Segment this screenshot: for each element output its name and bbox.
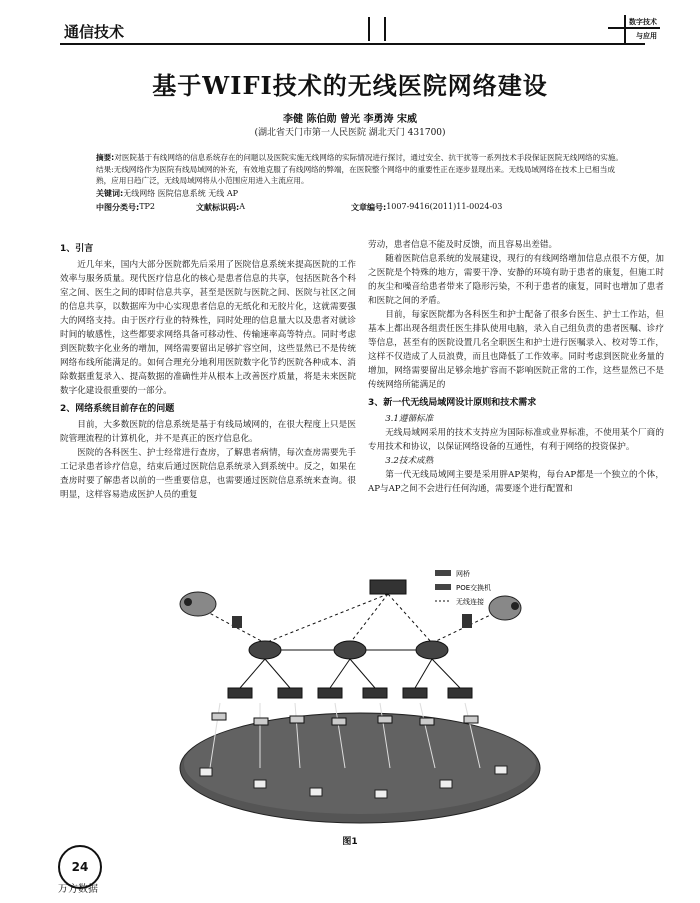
client-device-icon: [310, 788, 322, 796]
poe-switch-icon: [318, 688, 342, 698]
section-heading-intro: 1、引言: [60, 244, 94, 254]
access-point-icon: [212, 713, 226, 720]
doc-code-label: 文献标识码:: [196, 203, 240, 212]
legend-bridge-icon: [435, 570, 451, 576]
section-heading-problems: 2、网络系统目前存在的问题: [60, 404, 175, 414]
page-number: 24: [71, 860, 89, 874]
poe-switch-icon: [228, 688, 252, 698]
legend-poe-switch-label: POE交换机: [456, 584, 492, 592]
right-terminal-icon: [462, 614, 472, 628]
article-title: 基于WIFI技术的无线医院网络建设: [152, 71, 548, 100]
left-column: [60, 238, 356, 502]
access-point-icon: [378, 716, 392, 723]
client-device-icon: [375, 790, 387, 798]
legend-poe-switch-icon: [435, 584, 451, 590]
clc-value: TP2: [139, 202, 156, 211]
router-icon: [416, 641, 448, 659]
router-icon: [334, 641, 366, 659]
left-terminal-icon: [232, 616, 242, 628]
client-device-icon: [440, 780, 452, 788]
wanfang-watermark: 万方数据: [58, 884, 98, 895]
author-affiliation: (湖北省天门市第一人民医院 湖北天门 431700): [254, 128, 446, 138]
poe-switch-icon: [363, 688, 387, 698]
poe-switch-icon: [278, 688, 302, 698]
article-no-value: 1007-9416(2011)11-0024-03: [386, 202, 503, 211]
section-heading-design: 3、新一代无线局域网设计原则和技术需求: [368, 398, 537, 408]
journal-mark-line1: 数字技术: [629, 18, 657, 26]
journal-mark-line2: 与应用: [636, 32, 657, 40]
right-column: [368, 238, 664, 496]
paragraph: 随着医院信息系统的发展建设，现行的有线网络增加信息点很不方便，加之医院是个特殊的地方，需要干净、安静的环境有助于患者的康复，但施工时的灰尘和噪音给患者带来了隐形污染，不利于患者的康复，同时也增加了患者和医院之间的矛盾。: [368, 254, 664, 306]
client-device-icon: [495, 766, 507, 774]
client-device-icon: [200, 768, 212, 776]
legend-wireless-label: 无线连接: [456, 598, 484, 606]
journal-section-label: 通信技术: [64, 23, 125, 41]
poe-switch-icon: [448, 688, 472, 698]
paragraph: 近几年来，国内大部分医院都先后采用了医院信息系统来提高医院的工作效率与服务质量。现代医疗信息化的核心是患者信息的共享，包括医院各个科室之间、医生之间的即时信息共享，甚至是医院与医院之间、医院与社区之间的信息共享，以数据库为中心实现患者信息的无纸化和无胶片化，这就需要强大的网络支持。由于医疗行业的特殊性，同时处理的信息量大以及患者对就诊时间的敏感性，这些都要求网络具备可移动性、传输速率高等特点。同时考虑到医院数字化业务的增加，网络需要留出足够扩容空间，这些显然已不是传统网络布线所能满足的。如何合理充分地利用医院数字化节约医院各种成本、消除数据重复录入、提高数据的准确性并从根本上改善医疗质量，将是未来医院数字化建设很重要的一部分。: [60, 260, 356, 396]
paragraph: 目前，每家医院都为各科医生和护士配备了很多台医生、护士工作站，但基本上都出现各组责任医生排队使用电脑，录入自己组负责的患者医嘱、诊疗等信息，甚至有的医院设置几名全职医生和护士进行医嘱录入、校对等工作，这样不仅造成了人员浪费，而且也降低了工作效率。同时考虑到医院业务量的增加，网络需要留出足够余地扩容而不影响医院正常的工作，这些显然已不是传统网络所能满足的: [368, 310, 664, 390]
legend-bridge-label: 网桥: [456, 570, 470, 578]
access-point-icon: [254, 718, 268, 725]
router-group: [249, 641, 448, 659]
poe-switch-icon: [403, 688, 427, 698]
paragraph: 目前，大多数医院的信息系统是基于有线局域网的，在很大程度上只是医院管理流程的计算机化，并不是真正的医疗信息化。: [60, 420, 356, 444]
doc-code-value: A: [239, 202, 245, 211]
paragraph: 劳动，患者信息不能及时反馈，而且容易出差错。: [368, 240, 558, 250]
access-point-icon: [464, 716, 478, 723]
figure-caption: 图1: [342, 837, 358, 847]
paragraph: 第一代无线局域网主要是采用胖AP架构，每台AP都是一个独立的个体，AP与AP之间不会进行任何沟通，需要逐个进行配置和: [368, 470, 664, 494]
abstract-label: 摘要:: [96, 153, 115, 162]
article-no-label: 文章编号:: [351, 203, 387, 212]
access-point-icon: [290, 716, 304, 723]
router-icon: [249, 641, 281, 659]
network-diagram: [170, 568, 550, 833]
keywords-text: 无线网络 医院信息系统 无线 AP: [123, 189, 238, 198]
abstract: [96, 152, 624, 187]
paragraph: 无线局域网采用的技术支持应为国际标准或业界标准，不使用某个厂商的专用技术和协议，以保证网络设备的互通性，有利于网络的投资保护。: [368, 428, 664, 452]
running-header: [60, 15, 657, 45]
keywords-label: 关键词:: [96, 189, 124, 198]
access-point-icon: [332, 718, 346, 725]
core-server-icon: [370, 580, 406, 594]
abstract-text: 对医院基于有线网络的信息系统存在的问题以及医院实施无线网络的实际情况进行探讨，通过安全、抗干扰等一系列技术手段保证医院无线网络的实施。结果:无线网络作为医院有线局域网的补充，有效地克服了有线网络的弊端，在医院整个网络中的重要性正在逐步显现出来。无线局域网络在技术上已相当成熟，应用日趋广泛，无线局域网将从小范围应用进入主流应用。: [96, 153, 624, 185]
subsection-heading: 3.1遵循标准: [385, 414, 434, 424]
client-device-icon: [254, 780, 266, 788]
access-point-icon: [420, 718, 434, 725]
subsection-heading: 3.2技术成熟: [385, 456, 434, 466]
keywords: [96, 188, 238, 199]
paragraph: 医院的各科医生、护士经常进行查房，了解患者病情，每次查房需要先手工记录患者诊疗信息，结束后通过医院信息系统录入到系统中。反之，如果在查房时要了解患者以前的一些重要信息，也需要通过医院信息系统来查询。很明显，这样容易造成医护人员的重复: [60, 448, 356, 500]
header-divider-marks: [368, 17, 386, 41]
article-authors: 李健 陈伯勋 曾光 李勇涛 宋威: [283, 114, 417, 125]
clc-label: 中图分类号:: [96, 203, 140, 212]
journal-logo-mark: [600, 15, 660, 45]
